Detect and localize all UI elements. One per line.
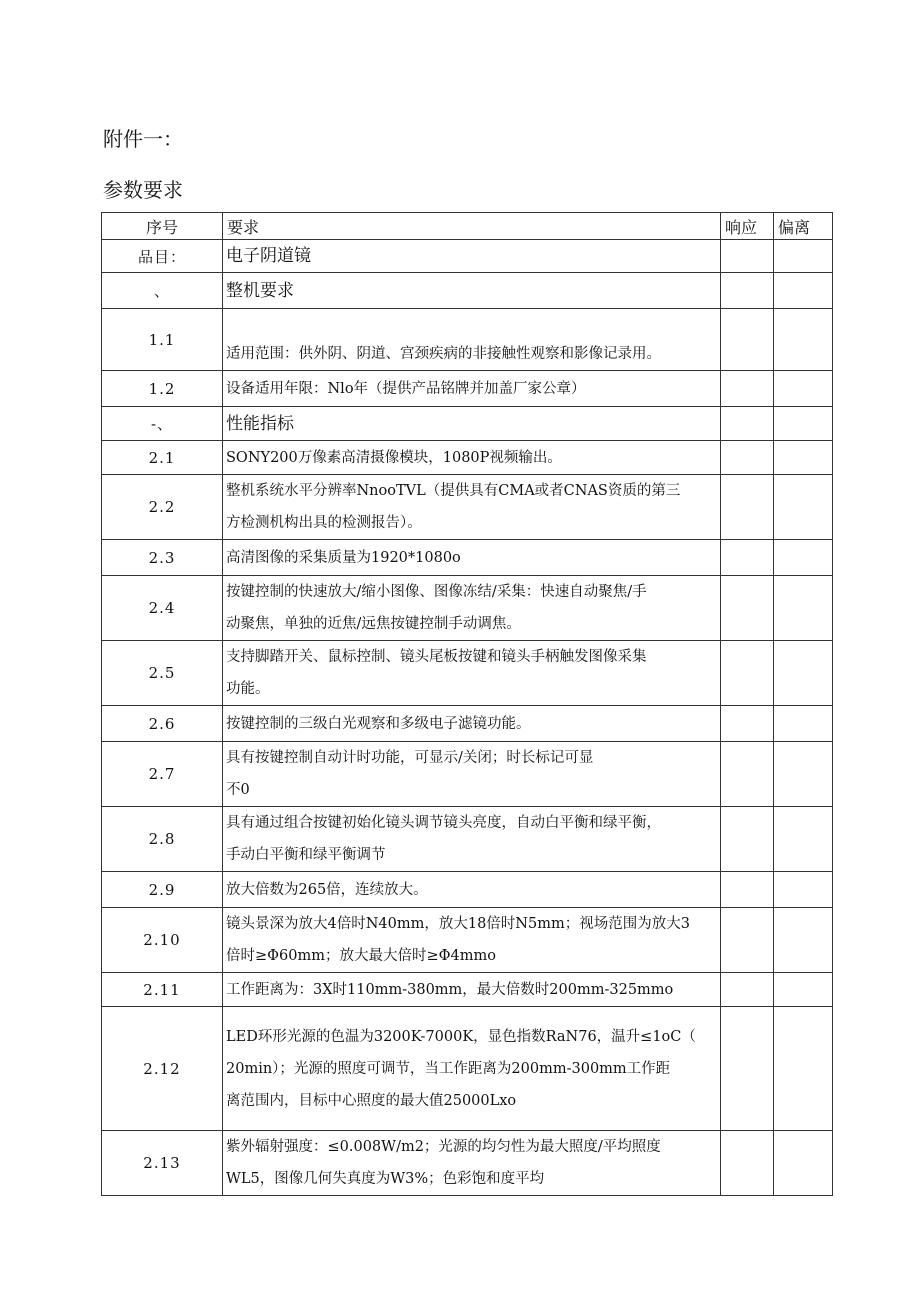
row-requirement — [223, 706, 721, 742]
requirement-line: 具有通过组合按键初始化镜头调节镜头亮度，自动白平衡和绿平衡， — [226, 815, 661, 831]
row-response-cell[interactable] — [721, 807, 774, 872]
requirement-line: 电子阴道镜 — [226, 246, 311, 266]
table-row — [102, 407, 833, 441]
requirement-line: 不0 — [226, 782, 250, 798]
row-deviation-cell[interactable] — [774, 273, 833, 309]
row-requirement — [223, 475, 721, 540]
header-response: 响应 — [721, 213, 774, 240]
table-row — [102, 641, 833, 706]
requirement-line: 紫外辐射强度：≤0.008W/m2；光源的均匀性为最大照度/平均照度 — [226, 1139, 661, 1155]
row-deviation-cell[interactable] — [774, 973, 833, 1007]
row-number: 品目： — [102, 240, 223, 273]
row-deviation-cell[interactable] — [774, 872, 833, 908]
requirement-line: 适用范围：供外阴、阴道、宫颈疾病的非接触性观察和影像记录用。 — [226, 346, 661, 362]
requirement-line: 按键控制的三级白光观察和多级电子滤镜功能。 — [226, 715, 531, 732]
attachment-heading: 附件一： — [103, 127, 183, 151]
row-number: 2.3 — [102, 540, 223, 576]
row-response-cell[interactable] — [721, 908, 774, 973]
table-row — [102, 1007, 833, 1131]
row-requirement — [223, 1131, 721, 1196]
header-no: 序号 — [102, 213, 223, 240]
table-header-row — [102, 213, 833, 240]
requirement-line: 功能。 — [226, 681, 270, 697]
requirement-line: 离范围内，目标中心照度的最大值25000Lxo — [226, 1092, 517, 1109]
table-row — [102, 742, 833, 807]
row-number: 、 — [102, 273, 223, 309]
row-deviation-cell[interactable] — [774, 240, 833, 273]
row-response-cell[interactable] — [721, 706, 774, 742]
requirement-line: LED环形光源的色温为3200K-7000K，显色指数RaN76，温升≤1oC（ — [226, 1028, 696, 1045]
header-requirement: 要求 — [223, 213, 721, 240]
row-deviation-cell[interactable] — [774, 908, 833, 973]
row-requirement — [223, 742, 721, 807]
row-number: 2.2 — [102, 475, 223, 540]
row-requirement — [223, 371, 721, 407]
row-requirement — [223, 240, 721, 273]
row-deviation-cell[interactable] — [774, 475, 833, 540]
row-deviation-cell[interactable] — [774, 309, 833, 371]
row-number: 2.13 — [102, 1131, 223, 1196]
table-row — [102, 706, 833, 742]
requirement-line: 工作距离为：3X时110mm-380mm，最大倍数时200mm-325mmo — [226, 981, 674, 998]
row-number: 2.1 — [102, 441, 223, 475]
row-response-cell[interactable] — [721, 371, 774, 407]
row-number: 2.12 — [102, 1007, 223, 1131]
row-requirement — [223, 1007, 721, 1131]
row-requirement — [223, 407, 721, 441]
row-number: -、 — [102, 407, 223, 441]
row-deviation-cell[interactable] — [774, 706, 833, 742]
requirement-line: 20min）；光源的照度可调节，当工作距离为200mm-300mm工作距 — [226, 1060, 671, 1077]
row-response-cell[interactable] — [721, 540, 774, 576]
table-row — [102, 872, 833, 908]
row-requirement — [223, 441, 721, 475]
requirement-line: 性能指标 — [226, 413, 294, 434]
table-row — [102, 576, 833, 641]
row-deviation-cell[interactable] — [774, 576, 833, 641]
row-number: 2.6 — [102, 706, 223, 742]
row-deviation-cell[interactable] — [774, 1007, 833, 1131]
row-response-cell[interactable] — [721, 273, 774, 309]
row-deviation-cell[interactable] — [774, 540, 833, 576]
table-row — [102, 1131, 833, 1196]
table-row — [102, 540, 833, 576]
requirement-line: 动聚焦，单独的近焦/远焦按键控制手动调焦。 — [226, 616, 521, 632]
row-response-cell[interactable] — [721, 475, 774, 540]
table-row — [102, 273, 833, 309]
row-response-cell[interactable] — [721, 973, 774, 1007]
requirement-line: 整机要求 — [226, 280, 294, 301]
row-response-cell[interactable] — [721, 742, 774, 807]
row-requirement — [223, 872, 721, 908]
row-requirement — [223, 641, 721, 706]
table-row — [102, 371, 833, 407]
table-row — [102, 309, 833, 371]
row-response-cell[interactable] — [721, 309, 774, 371]
row-requirement — [223, 540, 721, 576]
row-deviation-cell[interactable] — [774, 1131, 833, 1196]
table-row — [102, 908, 833, 973]
requirement-line: 高清图像的采集质量为1920*1080o — [226, 549, 461, 566]
header-deviation: 偏离 — [774, 213, 833, 240]
row-requirement — [223, 273, 721, 309]
row-requirement — [223, 309, 721, 371]
row-number: 2.11 — [102, 973, 223, 1007]
requirement-line: 镜头景深为放大4倍时N40mm，放大18倍时N5mm；视场范围为放大3 — [226, 916, 690, 932]
table-row — [102, 240, 833, 273]
section-title: 参数要求 — [103, 178, 183, 202]
requirement-line: WL5，图像几何失真度为W3%；色彩饱和度平均 — [226, 1171, 545, 1187]
row-response-cell[interactable] — [721, 407, 774, 441]
requirement-line: 按键控制的快速放大/缩小图像、图像冻结/采集：快速自动聚焦/手 — [226, 584, 647, 600]
requirement-line: 放大倍数为265倍，连续放大。 — [226, 881, 428, 898]
row-number: 2.7 — [102, 742, 223, 807]
row-number: 2.9 — [102, 872, 223, 908]
row-response-cell[interactable] — [721, 240, 774, 273]
requirement-line: 设备适用年限：Nlo年（提供产品铭牌并加盖厂家公章） — [226, 380, 586, 397]
row-response-cell[interactable] — [721, 576, 774, 641]
row-deviation-cell[interactable] — [774, 441, 833, 475]
row-number: 2.10 — [102, 908, 223, 973]
requirement-line: 手动白平衡和绿平衡调节 — [226, 847, 386, 863]
row-deviation-cell[interactable] — [774, 807, 833, 872]
row-number: 1.1 — [102, 309, 223, 371]
row-requirement — [223, 576, 721, 641]
requirement-line: 整机系统水平分辨率NnooTVL（提供具有CMA或者CNAS资质的第三 — [226, 483, 681, 499]
row-requirement — [223, 807, 721, 872]
requirement-line: 方检测机构出具的检测报告）。 — [226, 515, 422, 531]
row-number: 1.2 — [102, 371, 223, 407]
table-row — [102, 807, 833, 872]
row-number: 2.4 — [102, 576, 223, 641]
table-row — [102, 973, 833, 1007]
row-requirement — [223, 973, 721, 1007]
row-response-cell[interactable] — [721, 1131, 774, 1196]
row-response-cell[interactable] — [721, 1007, 774, 1131]
row-deviation-cell[interactable] — [774, 641, 833, 706]
row-requirement — [223, 908, 721, 973]
row-response-cell[interactable] — [721, 872, 774, 908]
requirement-line: 倍时≥Φ60mm；放大最大倍时≥Φ4mmo — [226, 948, 496, 964]
row-deviation-cell[interactable] — [774, 742, 833, 807]
table-row — [102, 441, 833, 475]
row-deviation-cell[interactable] — [774, 407, 833, 441]
row-number: 2.5 — [102, 641, 223, 706]
row-deviation-cell[interactable] — [774, 371, 833, 407]
row-response-cell[interactable] — [721, 641, 774, 706]
requirement-line: 支持脚踏开关、鼠标控制、镜头尾板按键和镜头手柄触发图像采集 — [226, 649, 647, 665]
requirement-line: 具有按键控制自动计时功能，可显示/关闭；时长标记可显 — [226, 750, 594, 766]
row-response-cell[interactable] — [721, 441, 774, 475]
parameter-table — [101, 212, 833, 1196]
requirement-line: SONY200万像素高清摄像模块，1080P视频输出。 — [226, 449, 562, 466]
row-number: 2.8 — [102, 807, 223, 872]
table-row — [102, 475, 833, 540]
